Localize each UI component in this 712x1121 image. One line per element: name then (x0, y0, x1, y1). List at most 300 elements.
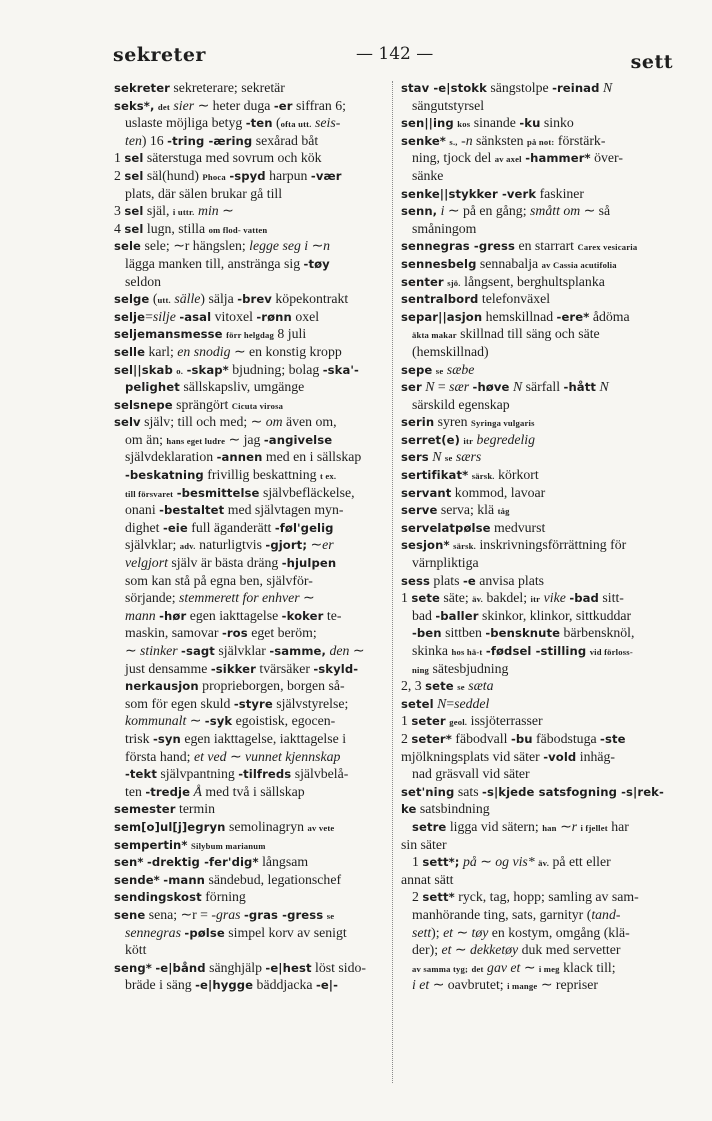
dictionary-line (114, 185, 386, 203)
dictionary-line (114, 818, 386, 836)
definition-text: ∼ (349, 643, 365, 658)
dictionary-line (401, 255, 671, 273)
italic-text: smått om (530, 203, 581, 219)
small-label: hans eget ludre (166, 435, 226, 446)
headword: sete (425, 679, 454, 694)
small-label: äkta makar (412, 330, 457, 341)
dictionary-line (401, 536, 671, 554)
definition-text: körkort (494, 467, 539, 483)
small-label: till försvaret (125, 488, 174, 499)
dictionary-line (114, 308, 386, 326)
definition-text: säte; (439, 590, 473, 606)
headword: -e|hest (265, 960, 312, 975)
dictionary-line (114, 97, 386, 115)
column-divider (392, 81, 393, 1083)
dictionary-line (114, 941, 386, 959)
headword: separ||asjon (401, 309, 483, 324)
italic-text: sæta (468, 678, 494, 694)
definition-text: ∼ (453, 924, 472, 940)
small-label: se (435, 365, 444, 376)
dictionary-line (401, 730, 671, 748)
definition-text: 2 (401, 730, 412, 746)
headword: pelighet (125, 380, 180, 395)
definition-text: (hemskillnad) (412, 343, 489, 359)
headword: -tekt (125, 767, 157, 782)
dictionary-line (401, 185, 671, 203)
definition-text: klack till; (559, 959, 616, 975)
headword: sel (124, 221, 144, 236)
dictionary-line (401, 220, 671, 238)
small-label: av vete (307, 822, 335, 833)
dictionary-line (114, 448, 386, 466)
definition-text: sprängört (172, 396, 232, 412)
definition-text: ) 16 (141, 132, 168, 148)
headword: -tring -æring (167, 133, 253, 148)
definition-text: lägga manken till, anstränga sig (125, 255, 304, 271)
definition-text: förning (201, 889, 246, 905)
headword: seljemansmesse (114, 327, 223, 342)
dictionary-line (401, 132, 671, 150)
headword: sennegras -gress (401, 239, 516, 254)
italic-text: min (198, 203, 219, 219)
headword: ke (401, 802, 417, 817)
definition-text: ∼ (520, 959, 539, 975)
definition-text: 1 (401, 590, 412, 606)
definition-text: löst sido- (311, 959, 367, 975)
italic-text: N (432, 449, 442, 465)
definition-text: inhäg- (576, 748, 615, 764)
definition-text: bjudning; bolag (228, 361, 323, 377)
headword: -e|hygge (195, 978, 254, 993)
definition-text: ∼ oavbrutet; (429, 977, 508, 993)
headword: -ere* (556, 309, 590, 324)
page-header (113, 38, 673, 73)
definition-text: sittben (441, 625, 486, 641)
small-label: det (471, 963, 484, 974)
small-label: se (457, 682, 465, 693)
italic-text: velgjort (125, 555, 168, 571)
definition-text: ∼ på en gång; (444, 203, 530, 219)
definition-text: ∼ (218, 203, 234, 219)
headword: -ska'- (322, 362, 359, 377)
headword: sess (401, 573, 430, 588)
italic-text: ten (125, 132, 142, 148)
definition-text: särfall (522, 379, 564, 395)
small-label: Cicuta virosa (231, 400, 284, 411)
dictionary-line (114, 343, 386, 361)
definition-text: långsent, berghultsplanka (460, 273, 605, 289)
small-label: äv. (472, 594, 483, 605)
definition-text: ∼ (476, 854, 496, 870)
dictionary-line (401, 818, 671, 836)
definition-text: sörjande; (125, 590, 180, 606)
headword: seter* (411, 731, 452, 746)
headword: sete (411, 591, 440, 606)
dictionary-line (401, 413, 671, 431)
dictionary-line (114, 871, 386, 889)
definition-text: även om, (282, 414, 337, 430)
definition-text: 1 (401, 713, 412, 729)
definition-text: = (446, 695, 455, 711)
dictionary-line (114, 712, 386, 730)
italic-text: i (440, 203, 445, 219)
definition-text: om än; (125, 431, 167, 447)
dictionary-line (401, 167, 671, 185)
italic-text: sær (449, 379, 470, 395)
italic-text: tøy (471, 924, 489, 940)
italic-text: stemmerett for enhver (179, 590, 300, 606)
headword: sel (124, 151, 144, 166)
headword: -besmittelse (176, 485, 260, 500)
definition-text: sätesbjudning (429, 660, 509, 676)
dictionary-line (114, 660, 386, 678)
dictionary-line (114, 642, 386, 660)
italic-text: sæbe (446, 361, 475, 377)
dictionary-line (114, 730, 386, 748)
definition-text: över- (590, 150, 623, 166)
dictionary-line (114, 255, 386, 273)
headword: sem[o]ul[j]egryn (114, 819, 226, 834)
definition-text: tvärsäker (255, 660, 314, 676)
dictionary-line (114, 396, 386, 414)
definition-text: kött (125, 942, 147, 958)
headword: sel (124, 204, 144, 219)
definition-text: som kan stå på egna ben, självför- (125, 572, 313, 588)
dictionary-line (401, 325, 671, 343)
small-label: o. (176, 365, 184, 376)
headword: -drektig -fer'dig* (146, 855, 259, 870)
definition-text: proprieborgen, borgen så- (198, 678, 345, 694)
definition-text: onani (125, 502, 160, 518)
dictionary-line (401, 448, 671, 466)
definition-text: siffran 6; (292, 97, 346, 113)
dictionary-line (114, 959, 386, 977)
dictionary-line (401, 396, 671, 414)
dictionary-line (114, 607, 386, 625)
headword: -bad (569, 591, 599, 606)
headword: -mann (163, 872, 206, 887)
italic-text: sier (173, 97, 195, 113)
headword: selje (114, 309, 146, 324)
headword: -tredje (145, 784, 191, 799)
definition-text: ning, tjock del (412, 150, 495, 166)
headword: -samme, (269, 644, 326, 658)
definition-text: bärbensknöl, (560, 625, 635, 641)
definition-text: ryck, tag, hopp; samling av sam- (454, 889, 639, 905)
dictionary-line (401, 959, 671, 977)
headword: -brev (237, 292, 272, 307)
headword: serve (401, 503, 438, 518)
dictionary-line (401, 343, 671, 361)
dictionary-line (401, 114, 671, 132)
dictionary-line (401, 431, 671, 449)
dictionary-line (114, 924, 386, 942)
definition-text: = (434, 379, 450, 395)
italic-text: r (571, 818, 578, 834)
headword: seks*, (114, 98, 155, 113)
italic-text: legge seg i (249, 238, 309, 254)
definition-text: sändebud, legationschef (205, 871, 342, 887)
italic-text: mann (125, 607, 156, 623)
definition-text: ∼ (307, 537, 323, 553)
definition-text: der); (412, 942, 442, 958)
small-label: itr (530, 594, 541, 605)
definition-text: sena; ∼r = (145, 906, 212, 922)
headword: -ros (221, 626, 248, 641)
dictionary-line (401, 607, 671, 625)
definition-text: ( (272, 115, 281, 131)
definition-text: te- (323, 607, 342, 623)
headword: -ste (600, 731, 626, 746)
small-label: det (157, 101, 170, 112)
dictionary-line (114, 290, 386, 308)
definition-text: annat sätt (401, 871, 454, 887)
italic-text: -n (461, 132, 473, 148)
small-label: adv. (179, 541, 196, 552)
dictionary-line (401, 501, 671, 519)
definition-text: sällskapsliv, umgänge (179, 379, 305, 395)
dictionary-line (114, 202, 386, 220)
definition-text: full äganderätt (187, 519, 275, 535)
headword: -ben (412, 626, 442, 641)
definition-text: sekreterare; sekretär (169, 80, 285, 95)
definition-text: själ, (143, 203, 173, 219)
definition-text: syren (434, 414, 472, 430)
definition-text: 3 (114, 203, 125, 219)
small-label: av samma tyg; (412, 963, 469, 974)
small-label: se (444, 453, 453, 464)
definition-text: småningom (412, 220, 477, 236)
dictionary-line (114, 325, 386, 343)
definition-text: själv är bästa dräng (167, 555, 282, 571)
dictionary-line (401, 554, 671, 572)
definition-text: ∼ (556, 818, 572, 834)
italic-text: begredelig (476, 431, 536, 447)
dictionary-line (401, 677, 671, 695)
definition-text: sinko (540, 115, 574, 131)
definition-text: ( (149, 291, 158, 307)
dictionary-line (114, 836, 386, 854)
headword: -vold (543, 749, 577, 764)
headword: sennesbelg (401, 256, 477, 271)
small-label: se (326, 910, 335, 921)
dictionary-line (114, 783, 386, 801)
definition-text: eget beröm; (247, 625, 317, 641)
small-label: i meg (538, 963, 560, 974)
definition-text: 2 (412, 889, 423, 905)
headword: -ku (519, 116, 541, 131)
definition-text: sängstolpe (486, 80, 553, 95)
headword: -gras -gress (243, 907, 324, 922)
headword: sen* (114, 855, 144, 870)
definition-text: ∼ (308, 238, 324, 254)
dictionary-line (114, 554, 386, 572)
dictionary-line (401, 871, 671, 889)
dictionary-line (401, 519, 671, 537)
dictionary-line (401, 765, 671, 783)
dictionary-line (114, 413, 386, 431)
definition-text: ) sälja (200, 291, 238, 307)
dictionary-line (401, 748, 671, 766)
definition-text: 2 (114, 167, 125, 183)
italic-text: sennegras (125, 924, 181, 940)
italic-text: den (329, 643, 350, 658)
definition-text: sin säter (401, 836, 447, 852)
definition-text: sänghjälp (205, 959, 266, 975)
headword: -høve (472, 380, 510, 395)
definition-text: självbelå- (291, 766, 349, 782)
definition-text: själv; till och med; ∼ (140, 414, 266, 430)
small-label: av Cassia acutifolia (541, 259, 617, 270)
definition-text: medvurst (490, 519, 546, 535)
definition-text: seldon (125, 273, 162, 289)
italic-text: dekketøy (469, 942, 519, 958)
dictionary-line (114, 748, 386, 766)
dictionary-line (114, 501, 386, 519)
headword: -vær (310, 168, 342, 183)
italic-text: seddel (454, 695, 490, 711)
definition-text: vitoxel (211, 308, 257, 324)
definition-text: dighet (125, 519, 163, 535)
definition-text: självklar (214, 643, 270, 658)
italic-text: n (323, 238, 331, 254)
definition-text: skinka (412, 643, 452, 658)
headword: senter (401, 274, 444, 289)
definition-text: kommod, lavoar (451, 484, 546, 500)
definition-text: lugn, stilla (143, 220, 209, 236)
headword: sele (114, 239, 142, 254)
headword: -e|bånd (155, 960, 206, 975)
definition-text: egoistisk, egocen- (232, 713, 336, 729)
dictionary-line (401, 853, 671, 871)
small-label: itr (463, 435, 474, 446)
headword: -skap* (186, 362, 229, 377)
headword: sekreter (114, 81, 170, 95)
definition-text: ∼ (226, 748, 245, 764)
definition-text: ådöma (589, 308, 630, 324)
dictionary-line (401, 97, 671, 115)
definition-text: anvisa plats (475, 572, 545, 588)
definition-text: naturligtvis (195, 537, 266, 553)
small-label: han (542, 822, 557, 833)
italic-text: tand- (591, 906, 621, 922)
headword: -hør (159, 608, 187, 623)
headword: serret(e) (401, 432, 460, 447)
definition-text: självpantning (156, 766, 239, 782)
definition-text: ∼ (125, 643, 141, 658)
definition-text: självbefläckelse, (259, 484, 355, 500)
dictionary-line (114, 378, 386, 396)
small-label: ning (412, 664, 430, 675)
italic-text: kommunalt (125, 713, 187, 729)
headword: selsnepe (114, 397, 173, 412)
headword: -syn (152, 731, 181, 746)
definition-text: på ett eller (549, 854, 611, 870)
italic-text: -gras (211, 906, 241, 922)
italic-text: et ved (193, 748, 227, 764)
headword: selle (114, 344, 146, 359)
dictionary-line (401, 484, 671, 502)
definition-text: sängutstyrsel (412, 97, 485, 113)
italic-text: N (602, 80, 613, 95)
definition-text: plats (429, 572, 463, 588)
definition-text: karl; (145, 343, 178, 359)
headword: -føl'gelig (274, 520, 334, 535)
definition-text: ∼ så (580, 203, 611, 219)
definition-text: sats (454, 783, 483, 799)
small-label: geol. (449, 717, 468, 728)
definition-text: förstärk- (554, 132, 606, 148)
dictionary-line (401, 273, 671, 291)
small-label: Syringa vulgaris (471, 418, 535, 429)
dictionary-line (401, 888, 671, 906)
italic-text: N (437, 695, 447, 711)
small-label: s., (449, 136, 458, 147)
headword: sers (401, 450, 429, 465)
dictionary-line (401, 308, 671, 326)
definition-text: semolinagryn (225, 818, 308, 834)
headword: sertifikat* (401, 468, 469, 483)
dictionary-line (401, 237, 671, 255)
definition-text: sexårad båt (252, 132, 319, 148)
dictionary-line (114, 132, 386, 150)
definition-text: satsbindning (416, 801, 490, 817)
dictionary-line (114, 572, 386, 590)
definition-text: telefonväxel (478, 291, 551, 307)
definition-text: manhörande ting, sats, garnityr ( (412, 906, 592, 922)
definition-text: särskild egenskap (412, 396, 510, 412)
headword: -beskatning (125, 468, 204, 483)
definition-text: hemskillnad (482, 308, 557, 324)
headword: semester (114, 802, 176, 817)
dictionary-line (114, 431, 386, 449)
small-label: i mange (507, 981, 538, 992)
small-label: hos hä-t (451, 647, 483, 657)
headword: -s|kjede satsfogning -s|rek- (482, 784, 664, 799)
small-label: Phoca (202, 171, 226, 182)
dictionary-line (401, 800, 671, 818)
definition-text: ∼ (186, 713, 205, 729)
dictionary-line (401, 378, 671, 396)
headword: -koker (281, 608, 324, 623)
definition-text: sänksten (472, 132, 528, 148)
headword: -eie (162, 520, 188, 535)
headword: -syk (204, 714, 233, 729)
small-label: äv. (538, 858, 550, 869)
definition-text: trisk (125, 730, 153, 746)
italic-text: er (322, 537, 334, 553)
small-label: kos (457, 119, 471, 130)
italic-text: og vis* (495, 854, 535, 870)
headword: -hjulpen (281, 556, 337, 571)
headword: -annen (216, 450, 263, 465)
definition-text: harpun (265, 167, 311, 183)
small-label: Carex vesicaria (577, 242, 638, 253)
italic-text: vike (543, 590, 566, 606)
headword: -baller (435, 608, 479, 623)
italic-text: gav et (487, 959, 521, 975)
dictionary-line (114, 361, 386, 379)
italic-text: seis- (315, 115, 341, 131)
definition-text: har (607, 818, 629, 834)
dictionary-line (114, 79, 386, 97)
dictionary-line (114, 765, 386, 783)
definition-text: 1 (412, 854, 423, 870)
definition-text: simpel korv av senigt (224, 924, 347, 940)
small-label: förr helgdag (226, 330, 274, 341)
definition-text: ∼ (451, 942, 470, 958)
definition-text: sele; ∼r hängslen; (141, 238, 250, 254)
